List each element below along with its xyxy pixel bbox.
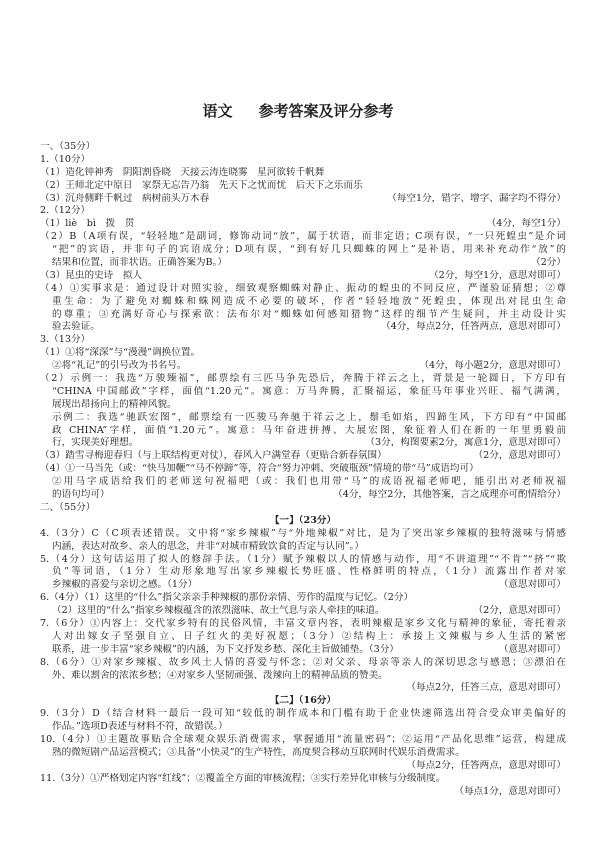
answer-row (40, 193, 566, 206)
scoring-note: （意思对即可） (498, 579, 566, 591)
answer-line: （2）王师北定中原日 家祭无忘告乃翁 先天下之忧而忧 后天下之乐而乐 (40, 179, 363, 191)
answer-line: 负”等词语，（1分）生动形象地写出家乡辣椒长势旺盛、性格鲜明的特点，（1分）流露出作者对家 (52, 566, 566, 578)
scoring-note: （4分，每小题2分，意思对即可） (419, 360, 566, 372)
scoring-note: （2分，每空1分，意思对即可） (429, 269, 566, 281)
scoring-note: （每点2分，任答三点，意思对即可） (406, 682, 566, 694)
answer-line: 的尊重；③充满好奇心与探索欲：法布尔对“蜘蛛如何感知猎物”这样的细节产生疑问，并主动设计实 (52, 308, 566, 320)
answer-line: （1）造化钟神秀 阴阳割昏晓 天接云涛连晓雾 星河欲转千帆舞 (40, 166, 325, 178)
answer-row (40, 218, 566, 231)
answer-row (40, 489, 566, 502)
answer-text: 结果和位置，而非状语。正确答案为B。） (52, 257, 227, 269)
answer-line: 人对出嫁女子坚强自立、日子红火的美好祝愿；（3分）②结构上：承接上文辣椒与乡人生活的紧密 (52, 630, 566, 642)
answer-text: （1）liè bì 拨 贯 (40, 218, 135, 230)
answer-row (40, 786, 566, 799)
answer-row (40, 579, 566, 592)
answer-text: 的语句均可） (52, 489, 110, 501)
answer-row (40, 321, 566, 334)
answer-line: “把”的宾语，并非句子的宾语成分；D项有误，“到有好几只蜘蛛的网上”是补语，用来补充动作“放”的 (52, 244, 566, 256)
answer-line: （2）示例一：我选“万骏臻福”，邮票绘有三匹马争先恐后，奔腾于祥云之上，背景是一轮圆日，下方印有 (40, 373, 566, 385)
answer-text: 联系，进一步丰富“家乡辣椒”的内涵，为下文抒发乡愁、深化主旨做铺垫。（3分） (52, 643, 399, 655)
answer-line: 11.（3分）①严格划定内容“红线”；②覆盖全方面的审核流程；③实行差异化审核与分级制度。 (40, 772, 446, 784)
answer-line: 10.（4分）①主题故事贴合全球观众娱乐消费需求，掌握通用“流量密码”；②运用“产品化思维”运营，构建成 (40, 733, 566, 745)
question-label: 2.（12分） (40, 205, 91, 217)
answer-row (40, 257, 566, 270)
answer-row (40, 437, 566, 450)
answer-row (40, 644, 566, 657)
answer-text: ②将“礼记”的引号改为书名号。 (52, 360, 187, 372)
answer-row (40, 605, 566, 618)
answer-row (40, 450, 566, 463)
answer-line: 内涵，表达对故乡、亲人的思念，并非“对城市精致饮食的否定与认同”。） (52, 540, 365, 552)
scoring-note: （2分，意思对即可） (473, 450, 566, 462)
answer-text: 验去验证。 (52, 321, 100, 333)
answer-text: 乡辣椒的喜爱与亲切之感。（1分） (52, 579, 198, 591)
answer-line: 作品。”选项D表述与材料不符，故错误。） (52, 721, 228, 733)
answer-line: 5.（4分）这句话运用了拟人的修辞手法。（1分）赋予辣椒以人的情感与动作，用“不讲道理”“不肯”“挤”“欺 (40, 553, 566, 565)
answer-text: （2）这里的“什么”指家乡辣椒蕴含的浓烈滋味、故土气息与亲人牵挂的味道。 (52, 605, 385, 617)
scoring-note: （4分，每空1分） (486, 218, 566, 230)
answer-text: （3）踏雪寻梅迎春归（与上联结构更对仗），春风入户满堂春（更贴合新春氛围） (40, 450, 387, 462)
answer-line: 示例二：我选“驰跃宏图”，邮票绘有一匹骏马奔驰于祥云之上，鬃毛如焰，四蹄生风，下方印有“中国邮 (52, 411, 566, 423)
answer-line: （2）B（A项有误，“轻轻地”是副词，修饰动词“放”，属于状语，而非定语；C项有误，“一只死蝗虫”是介词 (40, 231, 566, 243)
answer-row (40, 760, 566, 773)
answer-line: （1）①将“深深”与“漫漫”调换位置。 (40, 347, 201, 359)
answer-text: （3）沉舟侧畔千帆过 病树前头万木春 (40, 192, 210, 204)
question-label: 1.（10分） (40, 153, 91, 165)
answer-line: 7.（6分）①内容上：交代家乡特有的民俗风情，丰富文章内容，表明辣椒是家乡文化与精神的象征，寄托着亲 (40, 617, 566, 629)
answer-line: 9.（3分）D（结合材料一最后一段可知“较低的制作成本和门槛有助于企业快速筛选出符合受众审美偏好的 (40, 708, 566, 720)
answer-line: （4）①实事求是：通过设计对照实验，细致观察蜘蛛对静止、振动的蝗虫的不同反应，严谨验证猜想；②尊 (40, 282, 566, 294)
scoring-note: （2分） (531, 257, 566, 269)
part-heading: 一、（35分） (40, 141, 96, 152)
scoring-note: （每空1分，错字、增字、漏字均不得分） (387, 192, 566, 204)
answer-line: 6.（4分）（1）这里的“什么”指父亲亲手种辣椒的那份亲情、劳作的温度与记忆。（2分） (40, 592, 414, 604)
part-heading: 二、（55分） (40, 501, 96, 513)
scoring-note: （2分，意思对即可） (473, 605, 566, 617)
answer-row (40, 360, 566, 373)
answer-line: ②用马字成语给我们的老师送句祝福吧（或：我们也用带“马”的成语祝福老师吧，能引出对老师祝福 (52, 476, 566, 488)
subject-name: 语文 (202, 102, 233, 120)
scoring-note: （4分，每空2分，其他答案，言之成理亦可酌情给分） (333, 489, 566, 501)
document-title (0, 102, 596, 120)
answer-row (40, 270, 566, 283)
answer-line: 政 CHINA”字样，面值“1.20元”。寓意：马年奋进拼搏、大展宏图，象征着人们在新的一年里勇毅前 (52, 424, 566, 436)
title-heading: 参考答案及评分参考 (258, 102, 394, 120)
scoring-note: （意思对即可） (498, 643, 566, 655)
answer-line: 外、难以割舍的浓浓乡愁；④对家乡人坚韧顽强、泼辣向上的精神品质的赞美。 (52, 669, 388, 681)
answer-line: 熟的微短剧产品运营模式；③具备“小快灵”的生产特性，高度契合移动互联网时代娱乐消费需求。 (52, 746, 465, 758)
scoring-note: （4分，每点2分，任答两点，意思对即可） (381, 321, 566, 333)
section-heading: 【一】（23分） (269, 514, 337, 526)
section-heading: 【二】（16分） (269, 695, 337, 707)
question-label: 3.（13分） (40, 334, 91, 346)
answer-line: 8.（6分）①对家乡辣椒、故乡风土人情的喜爱与怀念；②对父亲、母亲等亲人的深切思念与感恩；③漂泊在 (40, 656, 566, 668)
answer-line: 4.（3分）C（C项表述错误。文中将“家乡辣椒”与“外地辣椒”对比，是为了突出家乡辣椒的独特滋味与情感 (40, 527, 566, 539)
answer-text: 行，实现美好理想。 (52, 437, 139, 449)
answer-line: “CHINA 中国邮政”字样，面值“1.20元”。寓意：万马奔腾，汇聚福运，象征马年事业兴旺、福气满满， (52, 385, 566, 397)
answer-line: （4）①一马当先（或：“快马加鞭”“马不停蹄”等，符合“努力冲刺、突破瓶颈”情境的带“马”成语均可） (40, 463, 479, 475)
scoring-note: （3分，构图要素2分，寓意1分，意思对即可） (365, 437, 566, 449)
scoring-note: （每点2分，任答两点，意思对即可） (406, 759, 566, 771)
answer-key-body (40, 141, 566, 798)
answer-text: （3）昆虫的史诗 拟人 (40, 269, 143, 281)
answer-line: 展现出昂扬向上的精神风貌。 (52, 398, 177, 410)
answer-line: 重生命：为了避免对蜘蛛和蛛网造成不必要的破坏，作者“轻轻地放”死蝗虫，体现出对昆虫生命 (52, 295, 566, 307)
scoring-note: （每点1分，意思对即可） (454, 785, 566, 797)
answer-row (40, 682, 566, 695)
